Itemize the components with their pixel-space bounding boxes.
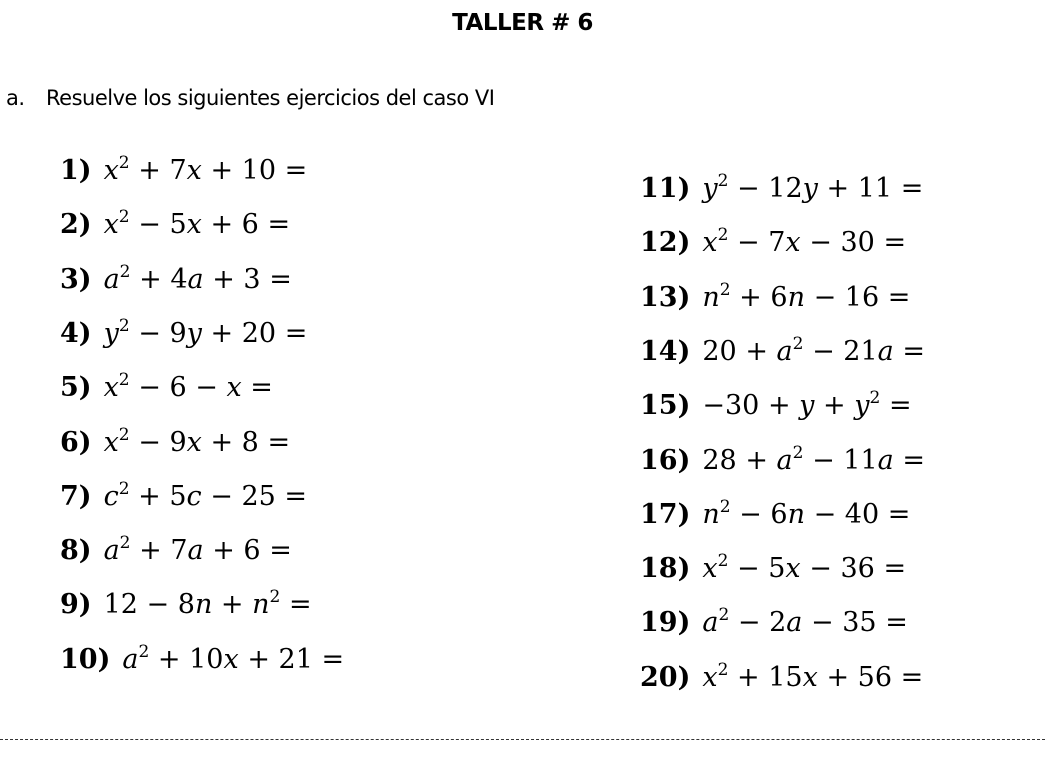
exercise-expression: $a^2 + 7a + 6$ = — [103, 533, 292, 567]
exercise-2 — [60, 207, 291, 241]
exercise-expression: $x^2 - 7x - 30$ = — [702, 225, 907, 259]
exercise-expression: $20 + a^2 - 21a$ = — [702, 333, 925, 367]
exercise-7 — [60, 478, 308, 512]
instruction-text: Resuelve los siguientes ejercicios del caso VI — [46, 86, 495, 110]
exercise-expression: $a^2 - 2a - 35$ = — [702, 605, 908, 639]
page-title: TALLER # 6 — [452, 10, 593, 36]
exercise-3 — [640, 279, 911, 313]
exercise-10 — [640, 659, 924, 693]
exercise-expression: $x^2 - 6 - x$ = — [103, 370, 273, 404]
exercise-expression: $y^2 - 9y + 20$ = — [103, 315, 308, 349]
exercise-number: 4) — [60, 317, 92, 349]
exercise-number: 11) — [640, 173, 691, 204]
exercise-4 — [640, 333, 925, 367]
exercise-number: 13) — [640, 281, 691, 313]
exercise-expression: $c^2 + 5c - 25$ = — [103, 478, 308, 512]
exercise-number: 12) — [640, 227, 691, 259]
exercise-5 — [60, 370, 273, 404]
exercise-number: 10) — [60, 643, 111, 675]
exercise-number: 9) — [60, 589, 92, 621]
exercise-number: 15) — [640, 390, 691, 422]
exercise-2 — [640, 225, 907, 259]
dashed-divider — [0, 739, 1045, 740]
exercise-number: 5) — [60, 372, 92, 404]
exercise-expression: $a^2 + 4a + 3$ = — [103, 261, 292, 295]
exercise-expression: $n^2 - 6n - 40$ = — [702, 496, 911, 530]
exercise-number: 3) — [60, 263, 92, 295]
exercise-number: 18) — [640, 553, 691, 585]
exercise-expression: $12 - 8n + n^2$ = — [103, 587, 312, 621]
exercise-6 — [60, 424, 291, 458]
exercise-number: 1) — [60, 155, 92, 186]
exercise-number: 20) — [640, 661, 691, 693]
exercise-number: 14) — [640, 335, 691, 367]
exercise-expression: $x^2 - 5x - 36$ = — [702, 551, 907, 585]
instruction — [6, 86, 494, 110]
exercise-3 — [60, 261, 292, 295]
exercise-number: 6) — [60, 426, 92, 458]
instruction-letter: a. — [6, 86, 25, 110]
exercise-expression: $a^2 + 10x + 21$ = — [122, 641, 345, 675]
exercise-number: 16) — [640, 444, 691, 476]
exercise-1 — [60, 153, 308, 186]
exercise-number: 8) — [60, 535, 92, 567]
exercise-1 — [640, 171, 924, 204]
exercise-expression: $x^2 - 5x + 6$ = — [103, 207, 291, 241]
exercise-expression: $x^2 + 15x + 56$ = — [702, 659, 924, 693]
exercise-expression: $x^2 - 9x + 8$ = — [103, 424, 291, 458]
exercise-expression: $y^2 - 12y + 11$ = — [702, 171, 924, 204]
exercise-6 — [640, 442, 925, 476]
exercise-5 — [640, 388, 912, 422]
exercise-expression: $x^2 + 7x + 10$ = — [103, 153, 308, 186]
exercise-expression: $-30 + y + y^2$ = — [702, 388, 912, 422]
exercise-8 — [640, 551, 907, 585]
exercise-expression: $n^2 + 6n - 16$ = — [702, 279, 911, 313]
exercise-number: 2) — [60, 209, 92, 241]
exercise-number: 17) — [640, 498, 691, 530]
exercise-8 — [60, 533, 292, 567]
exercise-number: 19) — [640, 607, 691, 639]
exercise-9 — [640, 605, 908, 639]
exercise-9 — [60, 587, 312, 621]
exercise-7 — [640, 496, 911, 530]
exercise-4 — [60, 315, 308, 349]
exercise-10 — [60, 641, 345, 675]
exercise-expression: $28 + a^2 - 11a$ = — [702, 442, 925, 476]
exercise-number: 7) — [60, 480, 92, 512]
